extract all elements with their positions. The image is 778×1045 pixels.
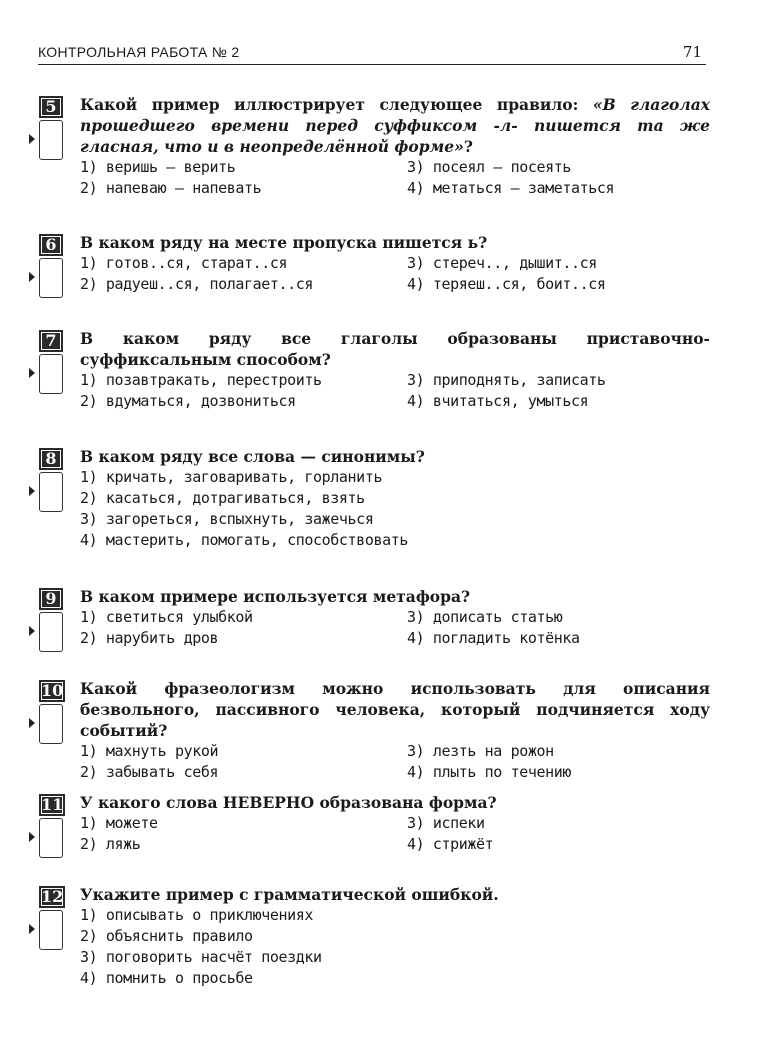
option: 3) лезть на рожон [407, 742, 554, 760]
task-number: 8 [39, 448, 63, 470]
options [80, 370, 710, 412]
options [80, 157, 710, 199]
task-body [80, 328, 710, 412]
task-badge [38, 328, 66, 398]
task-body [80, 586, 710, 649]
question-text: Какой фразеологизм можно использовать для описания безвольного, пассивного человека, который подчиняется ходу событий? [80, 679, 710, 740]
options [80, 741, 710, 783]
arrow-marker-icon [29, 368, 35, 378]
option: 2) забывать себя [80, 763, 219, 781]
task-body [80, 678, 710, 783]
answer-box[interactable] [39, 354, 63, 394]
option: 2) напеваю — напевать [80, 179, 262, 197]
answer-box[interactable] [39, 612, 63, 652]
option: 1) махнуть рукой [80, 742, 219, 760]
page-number: 71 [682, 43, 702, 61]
answer-box[interactable] [39, 818, 63, 858]
question-text: Укажите пример с грамматической ошибкой. [80, 885, 499, 904]
task-badge [38, 94, 66, 164]
arrow-marker-icon [29, 924, 35, 934]
option: 2) касаться, дотрагиваться, взять [80, 489, 365, 507]
answer-box[interactable] [39, 120, 63, 160]
option: 2) вдуматься, дозвониться [80, 392, 296, 410]
question-text: В каком примере используется метафора? [80, 587, 471, 606]
question-text: В каком ряду все слова — синонимы? [80, 447, 425, 466]
option: 3) испеки [407, 814, 485, 832]
option: 1) готов..ся, старат..ся [80, 254, 288, 272]
task-badge [38, 792, 66, 862]
option: 2) радуеш..ся, полагает..ся [80, 275, 314, 293]
option: 4) помнить о просьбе [80, 969, 253, 987]
question-text: В каком ряду все глаголы образованы приставочно-суффиксальным способом? [80, 329, 710, 369]
answer-box[interactable] [39, 704, 63, 744]
task-body [80, 232, 710, 295]
option: 3) дописать статью [407, 608, 563, 626]
task-body [80, 446, 710, 551]
task-body [80, 94, 710, 199]
task-badge [38, 884, 66, 954]
option: 2) ляжь [80, 835, 141, 853]
option: 4) погладить котёнка [407, 629, 580, 647]
options [80, 813, 710, 855]
task-badge [38, 232, 66, 302]
question-text: У какого слова НЕВЕРНО образована форма? [80, 793, 497, 812]
option: 1) кричать, заговаривать, горланить [80, 468, 383, 486]
header-title: КОНТРОЛЬНАЯ РАБОТА № 2 [38, 44, 240, 60]
option: 2) объяснить правило [80, 927, 253, 945]
option: 3) стереч.., дышит..ся [407, 254, 597, 272]
arrow-marker-icon [29, 272, 35, 282]
option: 1) описывать о приключениях [80, 906, 314, 924]
option: 3) приподнять, записать [407, 371, 606, 389]
option: 1) позавтракать, перестроить [80, 371, 322, 389]
task-number: 5 [39, 96, 63, 118]
option: 1) светиться улыбкой [80, 608, 253, 626]
arrow-marker-icon [29, 486, 35, 496]
task-badge [38, 586, 66, 656]
option: 4) мастерить, помогать, способствовать [80, 531, 408, 549]
question-rule: «В глаголах прошедшего времени перед суффиксом -л- пишется та же гласная, что и в неопределённой форме» [80, 95, 710, 156]
task-body [80, 792, 710, 855]
arrow-marker-icon [29, 832, 35, 842]
options [80, 253, 710, 295]
task-number: 9 [39, 588, 63, 610]
answer-box[interactable] [39, 472, 63, 512]
option: 4) метаться — заметаться [407, 179, 615, 197]
task-badge [38, 678, 66, 748]
question-end: ? [463, 137, 473, 156]
task-number: 6 [39, 234, 63, 256]
option: 2) нарубить дров [80, 629, 219, 647]
option: 4) плыть по течению [407, 763, 571, 781]
task-number: 10 [41, 681, 64, 700]
task-number: 11 [41, 795, 64, 814]
arrow-marker-icon [29, 134, 35, 144]
option: 1) можете [80, 814, 158, 832]
option: 4) стрижёт [407, 835, 494, 853]
options [80, 905, 710, 989]
options [80, 607, 710, 649]
answer-box[interactable] [39, 258, 63, 298]
question-text [80, 94, 710, 157]
option: 1) веришь — верить [80, 158, 236, 176]
option: 4) вчитаться, умыться [407, 392, 589, 410]
task-badge [38, 446, 66, 516]
arrow-marker-icon [29, 626, 35, 636]
question-text: В каком ряду на месте пропуска пишется ь? [80, 233, 488, 252]
task-number: 7 [39, 330, 63, 352]
option: 3) загореться, вспыхнуть, зажечься [80, 510, 374, 528]
task-body [80, 884, 710, 989]
option: 4) теряеш..ся, боит..ся [407, 275, 606, 293]
options [80, 467, 710, 551]
answer-box[interactable] [39, 910, 63, 950]
arrow-marker-icon [29, 718, 35, 728]
task-number: 12 [41, 887, 64, 906]
page-header [38, 42, 706, 65]
question-plain: Какой пример иллюстрирует следующее правило: [80, 95, 593, 114]
option: 3) посеял — посеять [407, 158, 571, 176]
option: 3) поговорить насчёт поездки [80, 948, 322, 966]
